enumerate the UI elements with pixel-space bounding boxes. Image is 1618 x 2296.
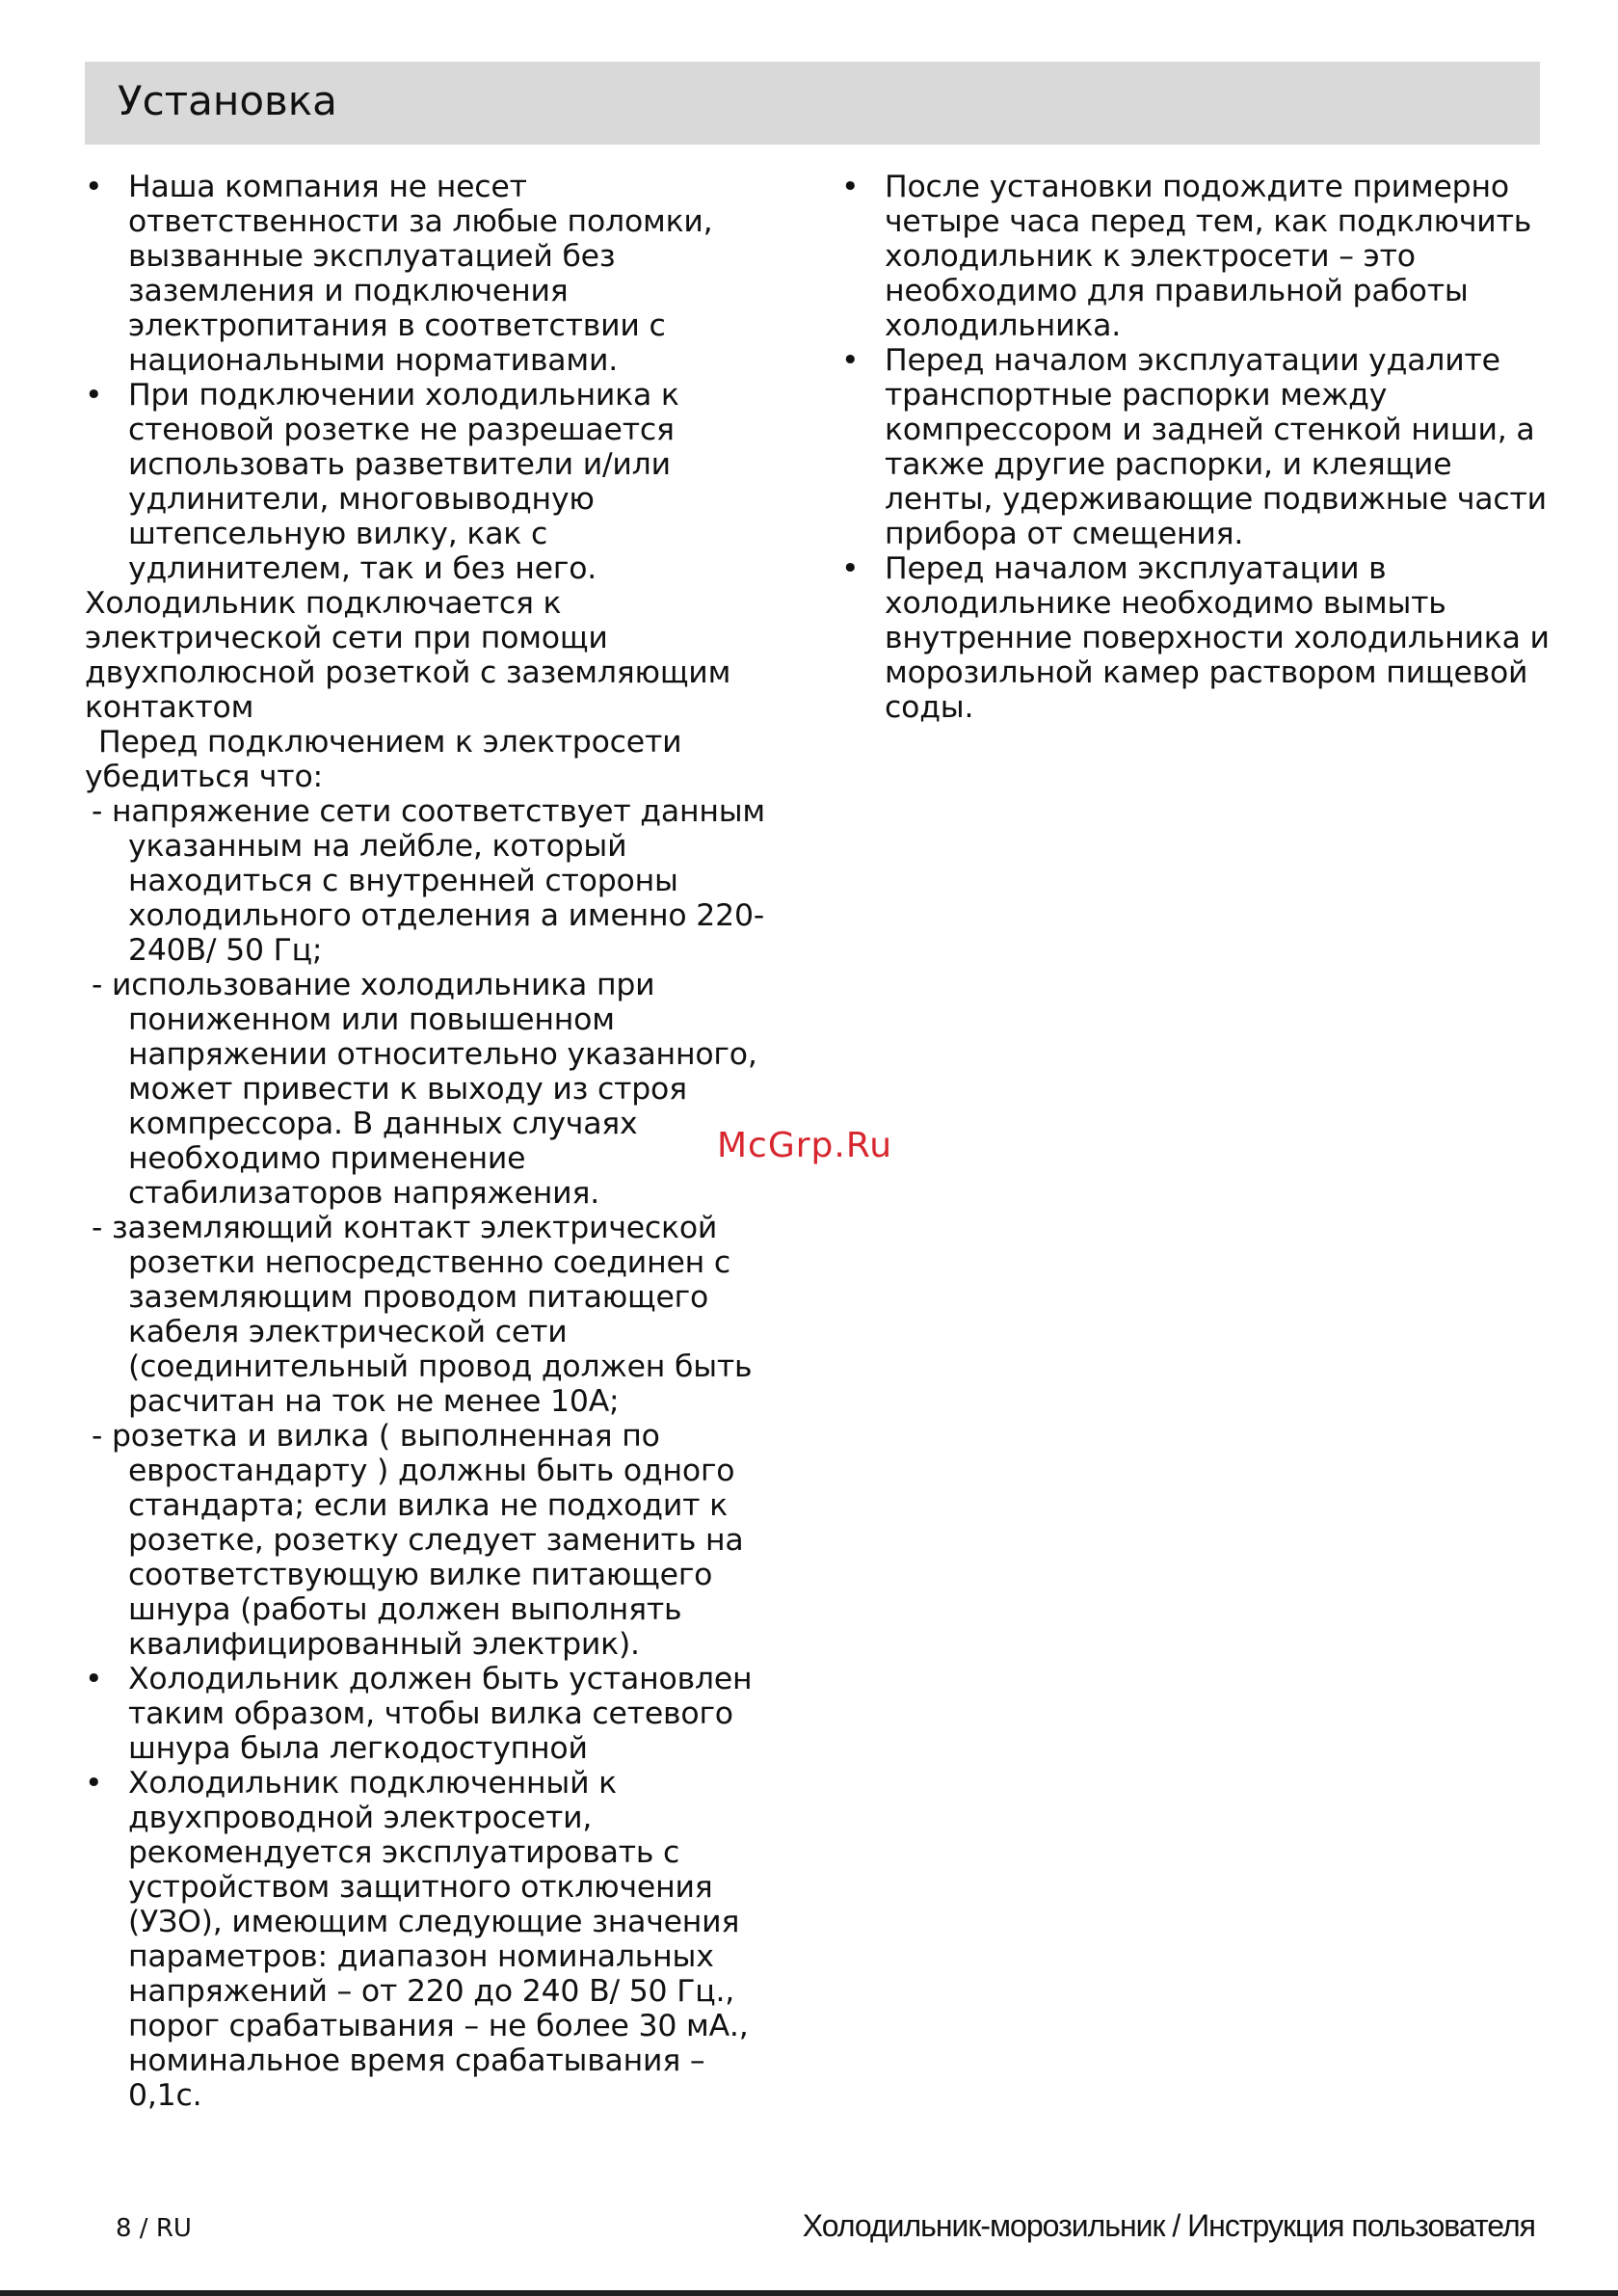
page-number: 8 / RU — [116, 2214, 192, 2243]
watermark-text: McGrp.Ru — [717, 1126, 893, 1165]
list-item-text: После установки подождите примерно четыре часа перед тем, как подключить холодильник к электросети – это необходимо для правильной работы холодильника. — [885, 170, 1532, 343]
left-column — [85, 170, 779, 2113]
bullet-icon: • — [85, 170, 103, 204]
list-item — [841, 343, 1554, 551]
section-header — [85, 62, 1540, 145]
list-item — [841, 551, 1554, 725]
list-item — [841, 170, 1554, 343]
paragraph: Перед подключением к электросети убедиться что: — [85, 725, 682, 794]
paragraph: Холодильник подключается к электрической сети при помощи двухполюсной розеткой с заземляющим контактом — [85, 586, 731, 725]
bottom-divider — [0, 2290, 1618, 2296]
bullet-icon: • — [85, 1766, 103, 1801]
bullet-icon: • — [841, 170, 860, 204]
list-item-text: Перед началом эксплуатации в холодильнике необходимо вымыть внутренние поверхности холодильника и морозильной камер раствором пищевой соды. — [885, 551, 1550, 725]
section-title: Установка — [118, 77, 337, 124]
list-item — [85, 378, 779, 586]
dash-item: - розетка и вилка ( выполненная по евростандарту ) должны быть одного стандарта; если вилка не подходит к розетке, розетку следует заменить на соответствующую вилке питающего шнура (работы должен выполнять квалифицированный электрик). — [92, 1419, 744, 1662]
bullet-icon: • — [85, 378, 103, 413]
list-item — [85, 1662, 779, 1766]
list-item — [85, 1766, 779, 2113]
dash-item: - заземляющий контакт электрической розетки непосредственно соединен с заземляющим проводом питающего кабеля электрической сети (соединительный провод должен быть расчитан на ток не менее 10А; — [92, 1211, 753, 1419]
list-item-text: Холодильник подключенный к двухпроводной электросети, рекомендуется эксплуатировать с устройством защитного отключения (УЗО), имеющим следующие значения параметров: диапазон номинальных напряжений – от 220 до 240 В/ 50 Гц., порог срабатывания – не более 30 мА., номинальное время срабатывания – 0,1с. — [128, 1766, 749, 2113]
bullet-icon: • — [841, 343, 860, 378]
dash-item: - напряжение сети соответствует данным указанным на лейбле, который находиться с внутренней стороны холодильного отделения а именно 220-240В/ 50 Гц; — [92, 794, 765, 968]
right-column — [841, 170, 1554, 725]
footer-title: Холодильник-морозильник / Инструкция пользователя — [802, 2208, 1535, 2243]
dash-item: - использование холодильника при пониженном или повышенном напряжении относительно указанного, может привести к выходу из строя компрессора. В данных случаях необходимо применение стабилизаторов напряжения. — [92, 968, 757, 1211]
list-item — [85, 170, 779, 378]
bullet-icon: • — [85, 1662, 103, 1696]
list-item-text: Наша компания не несет ответственности за любые поломки, вызванные эксплуатацией без заземления и подключения электропитания в соответствии с национальными нормативами. — [128, 170, 713, 378]
list-item-text: Холодильник должен быть установлен таким образом, чтобы вилка сетевого шнура была легкодоступной — [128, 1662, 753, 1766]
list-item-text: При подключении холодильника к стеновой розетке не разрешается использовать разветвители и/или удлинители, многовыводную штепсельную вилку, как с удлинителем, так и без него. — [128, 378, 679, 586]
bullet-icon: • — [841, 551, 860, 586]
list-item-text: Перед началом эксплуатации удалите транспортные распорки между компрессором и задней стенкой ниши, а также другие распорки, и клеящие ленты, удерживающие подвижные части прибора от смещения. — [885, 343, 1547, 551]
